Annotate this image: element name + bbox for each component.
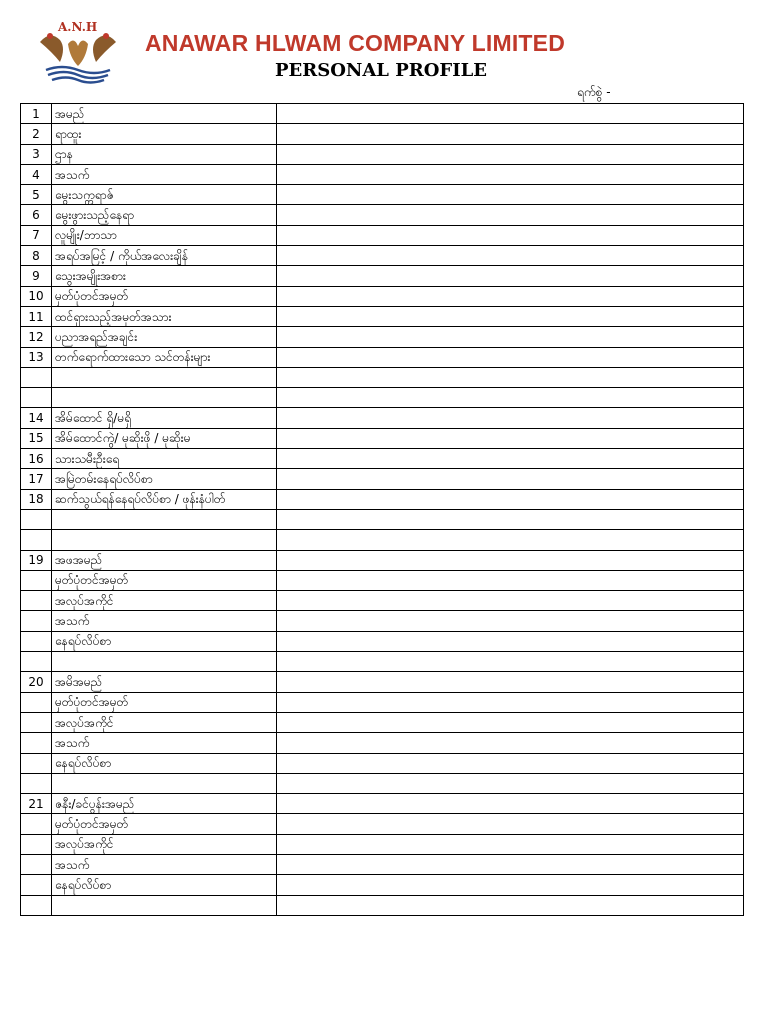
row-number	[21, 875, 52, 895]
field-label: သားသမီးဦးရေ	[52, 449, 277, 469]
table-row	[21, 530, 744, 550]
field-value[interactable]	[277, 591, 744, 611]
table-row	[21, 591, 744, 611]
field-label	[52, 367, 277, 387]
field-label: အမြဲတမ်းနေရပ်လိပ်စာ	[52, 469, 277, 489]
field-label: အိမ်ထောင်ကွဲ/ မုဆိုးဖို / မုဆိုးမ	[52, 428, 277, 448]
field-label: နေရပ်လိပ်စာ	[52, 753, 277, 773]
field-label: မှတ်ပုံတင်အမှတ်	[52, 692, 277, 712]
row-number: 18	[21, 489, 52, 509]
row-number	[21, 388, 52, 408]
table-row	[21, 124, 744, 144]
field-label: မှတ်ပုံတင်အမှတ်	[52, 814, 277, 834]
field-label	[52, 773, 277, 793]
profile-form-table	[20, 103, 744, 916]
field-label	[52, 652, 277, 672]
field-value[interactable]	[277, 875, 744, 895]
field-label: နေရပ်လိပ်စာ	[52, 875, 277, 895]
table-row	[21, 875, 744, 895]
field-value[interactable]	[277, 652, 744, 672]
field-label: လူမျိုး/ဘာသာ	[52, 225, 277, 245]
field-label: အမိအမည်	[52, 672, 277, 692]
company-name: ANAWAR HLWAM COMPANY LIMITED	[145, 30, 566, 56]
field-label: ရာထူး	[52, 124, 277, 144]
field-value[interactable]	[277, 814, 744, 834]
field-label: အသက်	[52, 733, 277, 753]
table-row	[21, 246, 744, 266]
field-label: မွေးသက္ကရာဇ်	[52, 185, 277, 205]
field-label: မှတ်ပုံတင်အမှတ်	[52, 286, 277, 306]
table-row	[21, 895, 744, 915]
field-value[interactable]	[277, 367, 744, 387]
field-value[interactable]	[277, 306, 744, 326]
table-row	[21, 164, 744, 184]
row-number: 5	[21, 185, 52, 205]
row-number: 21	[21, 794, 52, 814]
field-label: မွေးဖွားသည့်နေရာ	[52, 205, 277, 225]
row-number	[21, 692, 52, 712]
field-value[interactable]	[277, 347, 744, 367]
field-value[interactable]	[277, 854, 744, 874]
field-label: အလုပ်အကိုင်	[52, 834, 277, 854]
table-row	[21, 306, 744, 326]
field-value[interactable]	[277, 672, 744, 692]
field-label	[52, 895, 277, 915]
table-row	[21, 631, 744, 651]
field-value[interactable]	[277, 753, 744, 773]
row-number: 8	[21, 246, 52, 266]
field-value[interactable]	[277, 530, 744, 550]
field-value[interactable]	[277, 225, 744, 245]
table-row	[21, 104, 744, 124]
row-number: 12	[21, 327, 52, 347]
date-label: ရက်စွဲ -	[577, 85, 611, 99]
table-row	[21, 449, 744, 469]
row-number: 11	[21, 306, 52, 326]
field-value[interactable]	[277, 489, 744, 509]
row-number	[21, 611, 52, 631]
field-value[interactable]	[277, 712, 744, 732]
field-value[interactable]	[277, 388, 744, 408]
field-label: အလုပ်အကိုင်	[52, 591, 277, 611]
row-number: 9	[21, 266, 52, 286]
table-row	[21, 712, 744, 732]
table-row	[21, 509, 744, 529]
field-value[interactable]	[277, 570, 744, 590]
table-row	[21, 733, 744, 753]
table-row	[21, 327, 744, 347]
field-label: အလုပ်အကိုင်	[52, 712, 277, 732]
table-row	[21, 347, 744, 367]
row-number: 14	[21, 408, 52, 428]
row-number	[21, 530, 52, 550]
table-row	[21, 753, 744, 773]
row-number: 16	[21, 449, 52, 469]
table-row	[21, 794, 744, 814]
field-value[interactable]	[277, 164, 744, 184]
row-number: 15	[21, 428, 52, 448]
field-value[interactable]	[277, 773, 744, 793]
table-row	[21, 672, 744, 692]
table-row	[21, 144, 744, 164]
row-number: 17	[21, 469, 52, 489]
field-label: သွေးအမျိုးအစား	[52, 266, 277, 286]
table-row	[21, 773, 744, 793]
field-value[interactable]	[277, 124, 744, 144]
field-label: အသက်	[52, 164, 277, 184]
field-label: အသက်	[52, 854, 277, 874]
field-label	[52, 509, 277, 529]
row-number: 10	[21, 286, 52, 306]
row-number: 7	[21, 225, 52, 245]
field-value[interactable]	[277, 185, 744, 205]
row-number	[21, 814, 52, 834]
field-value[interactable]	[277, 266, 744, 286]
field-label: ဆက်သွယ်ရန်နေရပ်လိပ်စာ / ဖုန်းနံပါတ်	[52, 489, 277, 509]
field-value[interactable]	[277, 144, 744, 164]
field-label	[52, 388, 277, 408]
field-value[interactable]	[277, 205, 744, 225]
table-row	[21, 428, 744, 448]
page-title: PERSONAL PROFILE	[275, 60, 487, 81]
row-number: 1	[21, 104, 52, 124]
row-number	[21, 854, 52, 874]
field-label: မှတ်ပုံတင်အမှတ်	[52, 570, 277, 590]
field-label: ပညာအရည်အချင်း	[52, 327, 277, 347]
table-row	[21, 652, 744, 672]
field-label: ဌာန	[52, 144, 277, 164]
field-label: ထင်ရှားသည့်အမှတ်အသား	[52, 306, 277, 326]
table-row	[21, 692, 744, 712]
field-label: နေရပ်လိပ်စာ	[52, 631, 277, 651]
field-label: အဖအမည်	[52, 550, 277, 570]
field-value[interactable]	[277, 286, 744, 306]
field-value[interactable]	[277, 408, 744, 428]
field-value[interactable]	[277, 733, 744, 753]
row-number	[21, 570, 52, 590]
table-row	[21, 611, 744, 631]
field-value[interactable]	[277, 692, 744, 712]
row-number	[21, 753, 52, 773]
row-number: 20	[21, 672, 52, 692]
row-number	[21, 591, 52, 611]
row-number	[21, 895, 52, 915]
row-number: 3	[21, 144, 52, 164]
table-row	[21, 185, 744, 205]
row-number	[21, 733, 52, 753]
table-row	[21, 205, 744, 225]
field-label: အသက်	[52, 611, 277, 631]
table-row	[21, 225, 744, 245]
table-row	[21, 469, 744, 489]
row-number	[21, 509, 52, 529]
row-number: 13	[21, 347, 52, 367]
field-value[interactable]	[277, 104, 744, 124]
field-label: အိမ်ထောင် ရှိ/မရှိ	[52, 408, 277, 428]
table-row	[21, 286, 744, 306]
row-number: 2	[21, 124, 52, 144]
row-number: 6	[21, 205, 52, 225]
row-number	[21, 631, 52, 651]
field-value[interactable]	[277, 550, 744, 570]
row-number	[21, 652, 52, 672]
row-number	[21, 367, 52, 387]
field-label: တက်ရောက်ထားသော သင်တန်းများ	[52, 347, 277, 367]
field-value[interactable]	[277, 509, 744, 529]
field-value[interactable]	[277, 246, 744, 266]
table-row	[21, 408, 744, 428]
field-value[interactable]	[277, 631, 744, 651]
table-row	[21, 489, 744, 509]
row-number	[21, 834, 52, 854]
field-label	[52, 530, 277, 550]
field-label: ဇနီး/ခင်ပွန်းအမည်	[52, 794, 277, 814]
table-row	[21, 854, 744, 874]
field-label: အမည်	[52, 104, 277, 124]
field-value[interactable]	[277, 469, 744, 489]
table-row	[21, 367, 744, 387]
table-row	[21, 834, 744, 854]
field-value[interactable]	[277, 895, 744, 915]
table-row	[21, 388, 744, 408]
field-value[interactable]	[277, 794, 744, 814]
row-number	[21, 712, 52, 732]
field-value[interactable]	[277, 834, 744, 854]
field-value[interactable]	[277, 611, 744, 631]
table-row	[21, 570, 744, 590]
row-number	[21, 773, 52, 793]
table-row	[21, 266, 744, 286]
field-value[interactable]	[277, 449, 744, 469]
table-row	[21, 814, 744, 834]
row-number: 4	[21, 164, 52, 184]
field-value[interactable]	[277, 327, 744, 347]
field-value[interactable]	[277, 428, 744, 448]
logo-text: A.N.H	[58, 20, 98, 34]
row-number: 19	[21, 550, 52, 570]
field-label: အရပ်အမြင့် / ကိုယ်အလေးချိန်	[52, 246, 277, 266]
table-row	[21, 550, 744, 570]
company-logo	[30, 22, 126, 88]
